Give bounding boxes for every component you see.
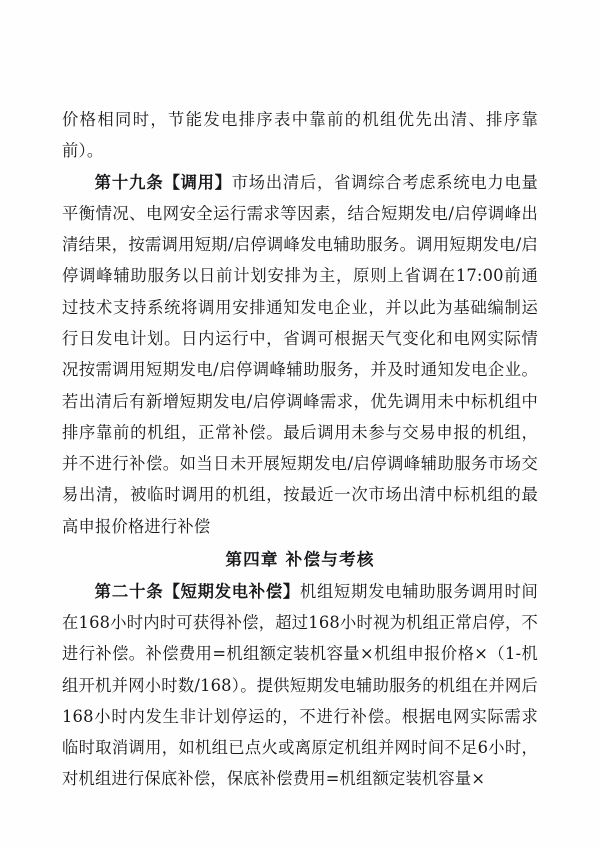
article-twenty xyxy=(62,576,538,795)
document-body xyxy=(62,104,538,795)
article-number-label: 第十九条 xyxy=(94,172,164,192)
article-nineteen xyxy=(62,167,538,542)
article-term-label: 【短期发电补偿】 xyxy=(163,581,300,601)
chapter-four-heading: 第四章 补偿与考核 xyxy=(225,548,375,569)
article-text: 机组短期发电辅助服务调用时间在168小时内时可获得补偿，超过168小时视为机组正常启停，不进行补偿。补偿费用=机组额定装机容量×机组申报价格×（1-机组开机并网小时数/168）。提供短期发电辅助服务的机组在并网后168小时内发生非计划停运的，不进行补偿。根据电网实际需求临时取消调用，如机组已点火或离原定机组并网时间不足6小时，对机组进行保底补偿，保底补偿费用=机组额定装机容量× xyxy=(62,581,538,789)
article-number-label: 第二十条 xyxy=(94,581,164,601)
paragraph-continuation: 价格相同时，节能发电排序表中靠前的机组优先出清、排序靠前）。 xyxy=(62,110,538,161)
article-term-label: 【调用】 xyxy=(163,172,232,192)
article-text: 市场出清后，省调综合考虑系统电力电量平衡情况、电网安全运行需求等因素，结合短期发电/启停调峰出清结果，按需调用短期/启停调峰发电辅助服务。调用短期发电/启停调峰辅助服务以日前计划安排为主，原则上省调在17:00前通过技术支持系统将调用安排通知发电企业，并以此为基础编制运行日发电计划。日内运行中，省调可根据天气变化和电网实际情况按需调用短期发电/启停调峰辅助服务，并及时通知发电企业。若出清后有新增短期发电/启停调峰需求，优先调用未中标机组中排序靠前的机组，正常补偿。最后调用未参与交易申报的机组，并不进行补偿。如当日未开展短期发电/启停调峰辅助服务市场交易出清，被临时调用的机组，按最近一次市场出清中标机组的最高申报价格进行补偿 xyxy=(62,172,538,536)
